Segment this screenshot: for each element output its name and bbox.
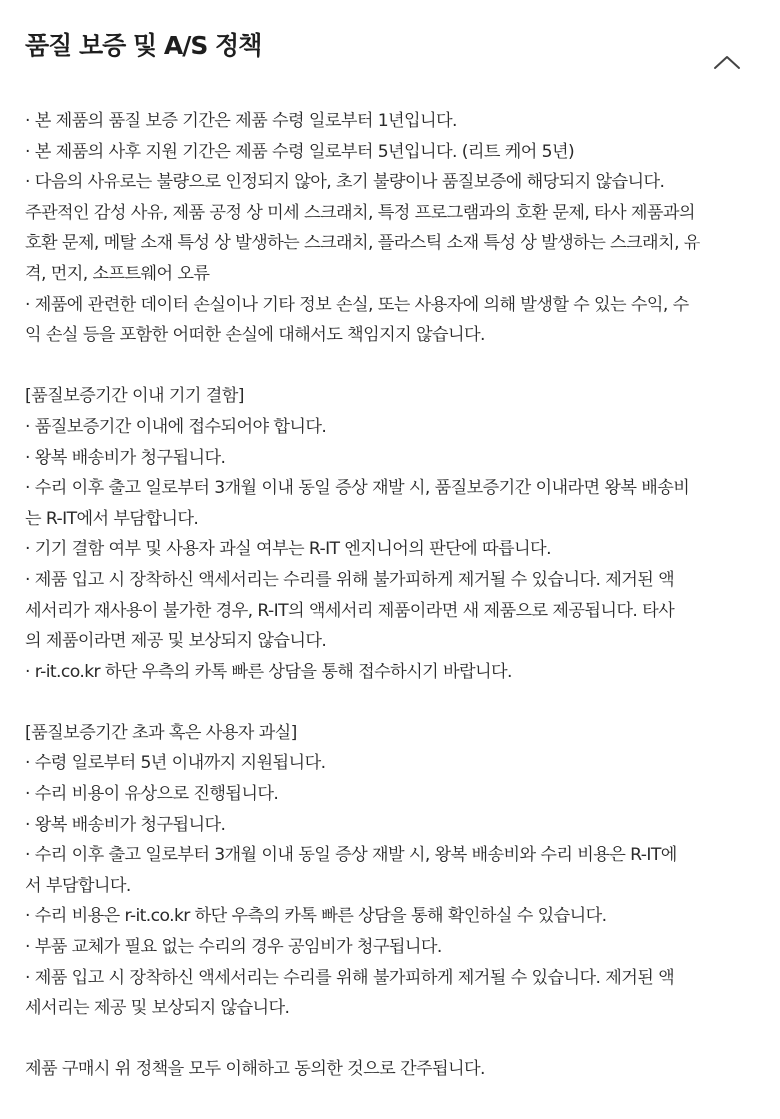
policy-line: · 왕복 배송비가 청구됩니다.	[25, 814, 226, 835]
policy-line: 세서리는 제공 및 보상되지 않습니다.	[25, 998, 290, 1019]
policy-line: 세서리가 재사용이 불가한 경우, R-IT의 액세서리 제품이라면 새 제품으로 제공됩니다. 타사	[25, 600, 675, 621]
section-heading-in-warranty: [품질보증기간 이내 기기 결함]	[25, 386, 244, 407]
policy-line: · 제품에 관련한 데이터 손실이나 기타 정보 손실, 또는 사용자에 의해 발생할 수 있는 수익, 수	[25, 294, 689, 315]
policy-line: · 제품 입고 시 장착하신 액세서리는 수리를 위해 불가피하게 제거될 수 있습니다. 제거된 액	[25, 967, 675, 988]
policy-line: · 수리 이후 출고 일로부터 3개월 이내 동일 증상 재발 시, 왕복 배송비와 수리 비용은 R-IT에	[25, 845, 677, 866]
policy-line: · 품질보증기간 이내에 접수되어야 합니다.	[25, 416, 327, 437]
chevron-up-icon	[711, 50, 743, 76]
policy-line: · 기기 결함 여부 및 사용자 과실 여부는 R-IT 엔지니어의 판단에 따릅니다.	[25, 539, 551, 560]
policy-line: · 수리 비용은 r-it.co.kr 하단 우측의 카톡 빠른 상담을 통해 확인하실 수 있습니다.	[25, 906, 607, 927]
section-spacer	[25, 1024, 757, 1055]
policy-line: · 제품 입고 시 장착하신 액세서리는 수리를 위해 불가피하게 제거될 수 있습니다. 제거된 액	[25, 569, 675, 590]
policy-line: · 수령 일로부터 5년 이내까지 지원됩니다.	[25, 753, 326, 774]
policy-line: · r-it.co.kr 하단 우측의 카톡 빠른 상담을 통해 접수하시기 바랍니다.	[25, 661, 512, 682]
policy-line: · 수리 이후 출고 일로부터 3개월 이내 동일 증상 재발 시, 품질보증기간 이내라면 왕복 배송비	[25, 478, 690, 499]
policy-header	[25, 26, 755, 86]
section-spacer	[25, 351, 757, 382]
policy-line: · 본 제품의 품질 보증 기간은 제품 수령 일로부터 1년입니다.	[25, 111, 457, 131]
policy-line: · 다음의 사유로는 불량으로 인정되지 않아, 초기 불량이나 품질보증에 해당되지 않습니다.	[25, 172, 665, 193]
collapse-toggle-button[interactable]	[711, 50, 743, 76]
section-spacer	[25, 687, 757, 718]
closing-statement: 제품 구매시 위 정책을 모두 이해하고 동의한 것으로 간주됩니다.	[25, 1059, 485, 1080]
policy-line: 주관적인 감성 사유, 제품 공정 상 미세 스크래치, 특정 프로그램과의 호환 문제, 타사 제품과의	[25, 202, 695, 223]
policy-line: · 본 제품의 사후 지원 기간은 제품 수령 일로부터 5년입니다. (리트 케어 5년)	[25, 141, 575, 162]
policy-content	[25, 106, 757, 1085]
policy-line: 격, 먼지, 소프트웨어 오류	[25, 263, 210, 284]
section-heading-out-of-warranty: [품질보증기간 초과 혹은 사용자 과실]	[25, 722, 297, 743]
policy-line: · 부품 교체가 필요 없는 수리의 경우 공임비가 청구됩니다.	[25, 937, 442, 958]
policy-line: · 수리 비용이 유상으로 진행됩니다.	[25, 784, 279, 805]
policy-line: · 왕복 배송비가 청구됩니다.	[25, 447, 226, 468]
policy-line: 의 제품이라면 제공 및 보상되지 않습니다.	[25, 631, 327, 652]
policy-line: 호환 문제, 메탈 소재 특성 상 발생하는 스크래치, 플라스틱 소재 특성 상 발생하는 스크래치, 유	[25, 233, 700, 254]
policy-line: 는 R-IT에서 부담합니다.	[25, 508, 199, 529]
policy-line: 서 부담합니다.	[25, 875, 131, 896]
page-title: 품질 보증 및 A/S 정책	[25, 31, 262, 60]
policy-line: 익 손실 등을 포함한 어떠한 손실에 대해서도 책임지지 않습니다.	[25, 325, 485, 346]
